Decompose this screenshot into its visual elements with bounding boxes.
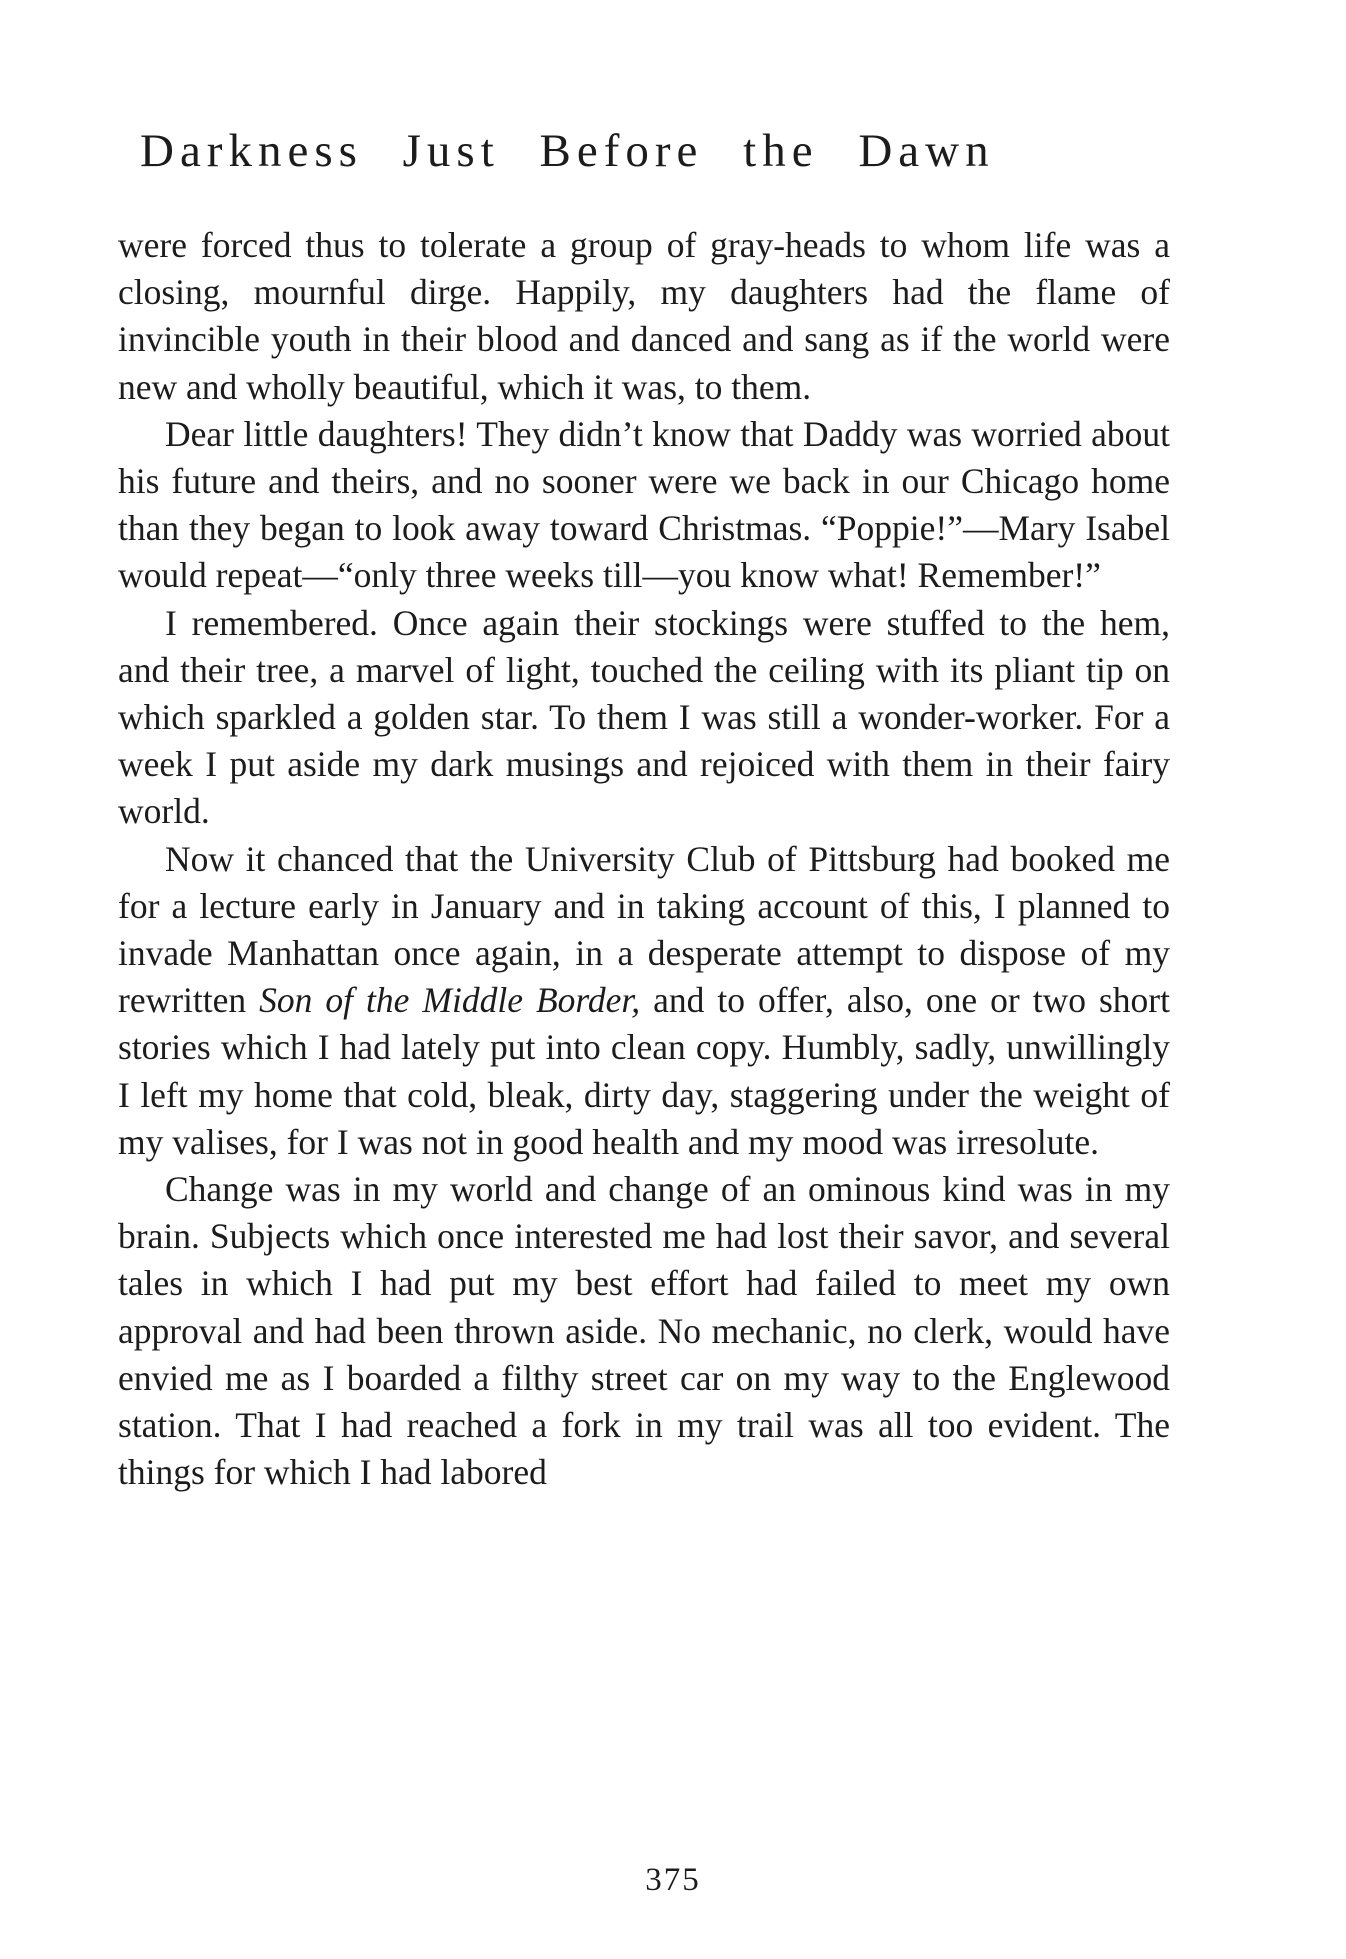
- paragraph-1: were forced thus to tolerate a group of gray-heads to whom life was a closing, mournful dirge. Happily, my daughters had the flame of invincible youth in their blood and danced and sang as if the world were new and wholly beautiful, which it was, to them.: [118, 225, 1170, 407]
- page-number: 375: [645, 1862, 701, 1898]
- running-head: Darkness Just Before the Dawn: [140, 125, 995, 177]
- paragraph-4: [118, 836, 1170, 1166]
- paragraph-5: Change was in my world and change of an ominous kind was in my brain. Subjects which once interested me had lost their savor, and several tales in which I had put my best effort had failed to meet my own approval and had been thrown aside. No mechanic, no clerk, would have envied me as I boarded a filthy street car on my way to the Englewood station. That I had reached a fork in my trail was all too evident. The things for which I had labored: [118, 1169, 1170, 1493]
- paragraph-3: I remembered. Once again their stockings were stuffed to the hem, and their tree, a marvel of light, touched the ceiling with its pliant tip on which sparkled a golden star. To them I was still a wonder-worker. For a week I put aside my dark musings and rejoiced with them in their fairy world.: [118, 602, 1170, 832]
- paragraph-4-text-after: and to offer, also, one or two short stories which I had lately put into clean copy. Humbly, sadly, unwillingly I left my home that cold, bleak, dirty day, staggering under the weight of my valises, for I was not in good health and my mood was irresolute.: [118, 980, 1170, 1162]
- paragraph-4-text-before: Now it chanced that the University Club of Pittsburg had booked me for a lecture early in January and in taking account of this, I planned to invade Manhattan once again, in a desperate attempt to dispose of my rewritten: [118, 838, 1170, 1021]
- paragraph-2: Dear little daughters! They didn’t know that Daddy was worried about his future and theirs, and no sooner were we back in our Chicago home than they began to look away toward Christmas. “Poppie!”—Mary Isabel would repeat—“only three weeks till—you know what! Remember!”: [118, 413, 1170, 596]
- book-title-italic: Son of the Middle Border,: [259, 980, 641, 1021]
- body-text: [118, 222, 1170, 1496]
